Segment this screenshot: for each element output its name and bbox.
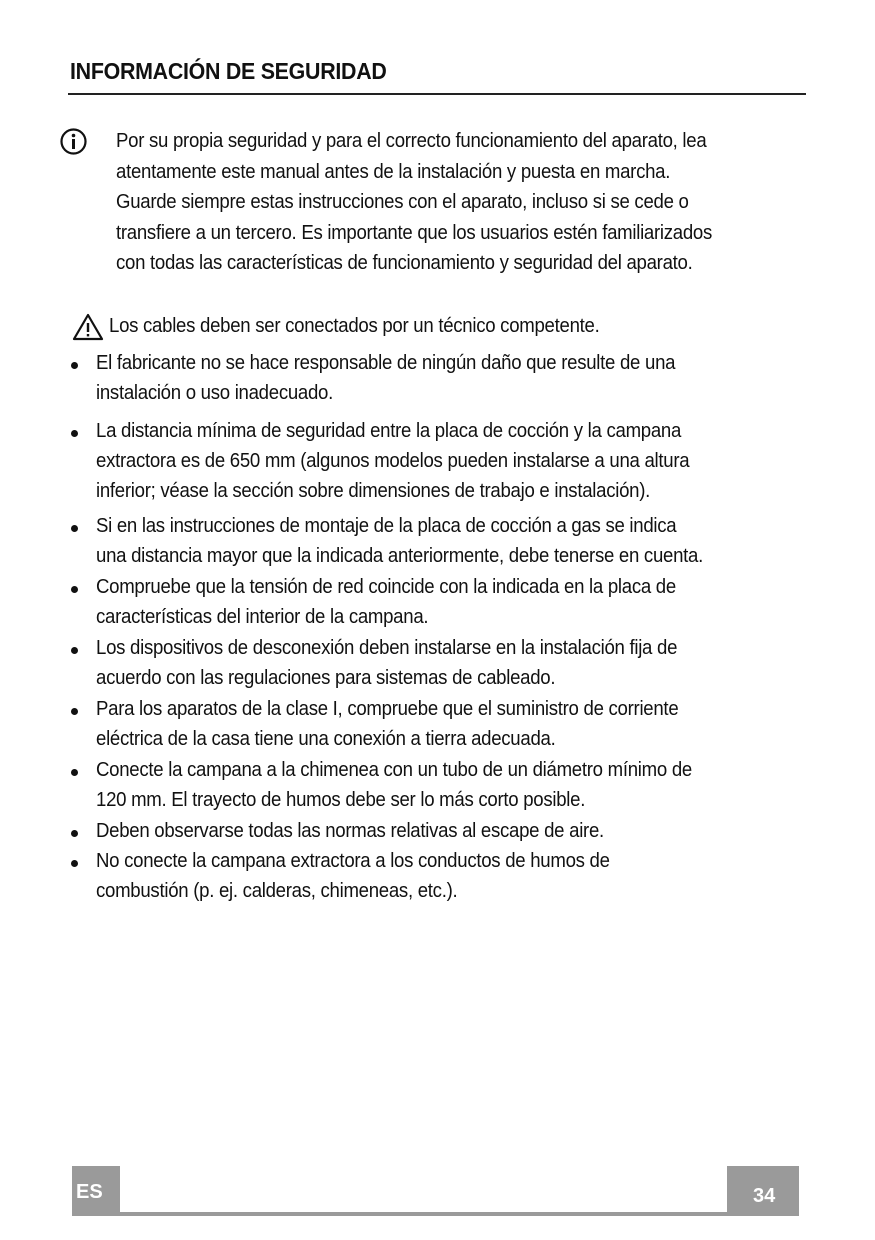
bullet-dot	[71, 362, 78, 369]
title-divider	[68, 93, 806, 95]
bullet-dot	[71, 430, 78, 437]
list-line: No conecte la campana extractora a los conductos de humos de	[96, 850, 610, 872]
list-line: Si en las instrucciones de montaje de la placa de cocción a gas se indica	[96, 515, 677, 537]
bullet-dot	[71, 525, 78, 532]
list-line: Deben observarse todas las normas relativas al escape de aire.	[96, 820, 604, 842]
list-line: instalación o uso inadecuado.	[96, 382, 333, 404]
list-item-text	[96, 755, 692, 815]
page-number-tab	[727, 1166, 799, 1214]
list-line: 120 mm. El trayecto de humos debe ser lo más corto posible.	[96, 789, 586, 811]
info-line: transfiere a un tercero. Es importante que los usuarios estén familiarizados	[116, 221, 713, 244]
list-line: Para los aparatos de la clase I, compruebe que el suministro de corriente	[96, 698, 679, 720]
info-icon	[60, 128, 87, 155]
list-line: El fabricante no se hace responsable de ningún daño que resulte de una	[96, 352, 676, 374]
list-item-text	[96, 511, 703, 571]
info-line: Guarde siempre estas instrucciones con el aparato, incluso si se cede o	[116, 191, 689, 213]
page-title: INFORMACIÓN DE SEGURIDAD	[70, 58, 387, 84]
info-line: atentamente este manual antes de la instalación y puesta en marcha.	[116, 160, 671, 183]
bullet-dot	[71, 708, 78, 715]
list-item-text	[96, 816, 604, 846]
warning-triangle-icon	[72, 313, 104, 341]
list-line: acuerdo con las regulaciones para sistemas de cableado.	[96, 667, 556, 689]
warning-text: Los cables deben ser conectados por un técnico competente.	[109, 315, 600, 337]
bullet-dot	[71, 830, 78, 837]
list-item-text	[96, 416, 689, 506]
info-line: Por su propia seguridad y para el correcto funcionamiento del aparato, lea	[116, 130, 707, 152]
list-line: eléctrica de la casa tiene una conexión a tierra adecuada.	[96, 728, 556, 750]
list-line: inferior; véase la sección sobre dimensiones de trabajo e instalación).	[96, 480, 651, 502]
list-line: combustión (p. ej. calderas, chimeneas, etc.).	[96, 880, 458, 902]
list-item-text	[96, 348, 675, 408]
list-item-text	[96, 694, 678, 754]
language-tab	[72, 1166, 120, 1214]
list-line: una distancia mayor que la indicada anteriormente, debe tenerse en cuenta.	[96, 545, 703, 567]
list-item-text	[96, 846, 610, 906]
bullet-dot	[71, 647, 78, 654]
footer-divider	[72, 1212, 799, 1216]
info-line: con todas las características de funcionamiento y seguridad del aparato.	[116, 252, 693, 274]
info-paragraph	[116, 126, 758, 279]
language-label: ES	[76, 1181, 103, 1203]
list-item-text	[96, 633, 677, 693]
list-line: La distancia mínima de seguridad entre la placa de cocción y la campana	[96, 420, 682, 442]
page-number: 34	[753, 1185, 776, 1207]
list-line: Conecte la campana a la chimenea con un tubo de un diámetro mínimo de	[96, 759, 692, 781]
list-line: Los dispositivos de desconexión deben instalarse en la instalación fija de	[96, 637, 678, 659]
list-line: características del interior de la campana.	[96, 606, 429, 628]
bullet-dot	[71, 860, 78, 867]
list-line: extractora es de 650 mm (algunos modelos pueden instalarse a una altura	[96, 450, 690, 472]
list-item-text	[96, 572, 676, 632]
bullet-dot	[71, 769, 78, 776]
list-line: Compruebe que la tensión de red coincide con la indicada en la placa de	[96, 576, 676, 598]
bullet-dot	[71, 586, 78, 593]
